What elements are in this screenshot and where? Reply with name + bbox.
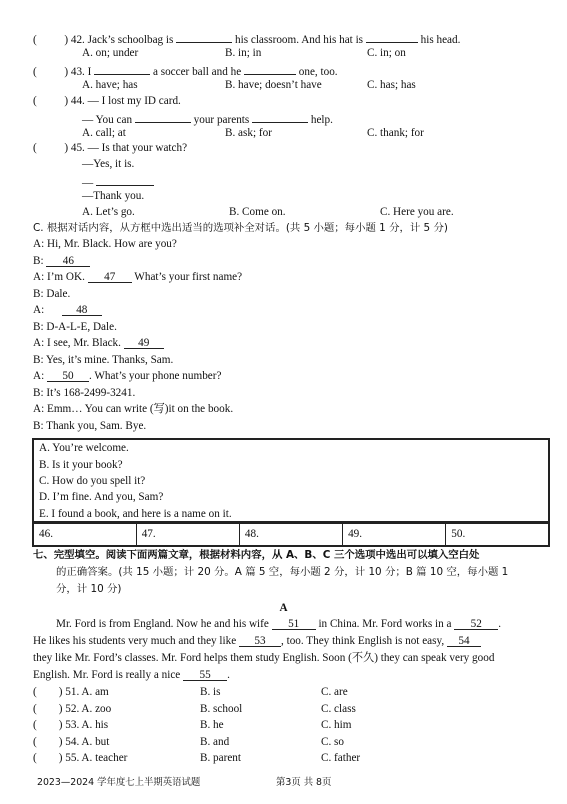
page-number: 第3页 共 8页 bbox=[276, 777, 332, 788]
option-b[interactable]: B. have; doesn’t have bbox=[225, 79, 322, 91]
passage-line: Mr. Ford is from England. Now he and his wife 51 in China. Mr. Ford works in a 52 . bbox=[56, 618, 502, 630]
dialog-text: A: I see, Mr. Black. bbox=[33, 337, 121, 349]
option-c[interactable]: C. are bbox=[321, 686, 348, 698]
question-text: a soccer ball and he bbox=[152, 66, 242, 78]
option-item: E. I found a book, and here is a name on it. bbox=[39, 507, 232, 520]
dialog-line bbox=[33, 271, 242, 284]
question-text: your parents bbox=[193, 114, 250, 126]
option-item: B. Is it your book? bbox=[39, 458, 123, 471]
q45-line bbox=[33, 142, 187, 155]
passage-line: they like Mr. Ford’s classes. Mr. Ford helps them study English. Soon (不久) they can speak very good bbox=[33, 652, 495, 664]
passage-line: English. Mr. Ford is really a nice 55 . bbox=[33, 669, 230, 681]
dialog-line: —Yes, it is. bbox=[82, 158, 135, 170]
dialog-line bbox=[33, 337, 164, 350]
dialog-line: A: Hi, Mr. Black. How are you? bbox=[33, 238, 177, 250]
dialog-line bbox=[33, 255, 90, 268]
dialog-line: A: Emm… You can write (写)it on the book. bbox=[33, 403, 234, 415]
option-a[interactable]: A. Let’s go. bbox=[82, 206, 135, 218]
question-text: — You can bbox=[82, 114, 133, 126]
option-b[interactable]: B. is bbox=[200, 686, 221, 698]
option-b[interactable]: B. in; in bbox=[225, 47, 262, 59]
dialog-line: —Thank you. bbox=[82, 190, 145, 202]
dialog-line: B: Yes, it’s mine. Thanks, Sam. bbox=[33, 354, 174, 366]
passage-text: , too. They think English is not easy, bbox=[281, 635, 445, 647]
blank-50[interactable]: 50 bbox=[47, 370, 89, 382]
options-box bbox=[32, 438, 550, 524]
blank[interactable] bbox=[244, 63, 296, 75]
option-item: A. You’re welcome. bbox=[39, 442, 129, 455]
blank-51[interactable]: 51 bbox=[272, 618, 316, 630]
blank[interactable] bbox=[252, 111, 308, 123]
dialog-line bbox=[82, 174, 154, 190]
section-instructions: 分，计 10 分) bbox=[56, 583, 122, 595]
answer-cell-46[interactable]: 46. bbox=[33, 522, 136, 546]
answer-table bbox=[32, 521, 550, 547]
option-a[interactable]: ) 52. A. zoo bbox=[58, 703, 112, 715]
answer-paren[interactable]: ( bbox=[33, 703, 37, 715]
answer-paren[interactable]: ( bbox=[33, 95, 37, 107]
answer-paren[interactable]: ( bbox=[33, 736, 37, 748]
answer-cell-49[interactable]: 49. bbox=[343, 522, 446, 546]
option-a[interactable]: ) 54. A. but bbox=[58, 736, 110, 748]
option-c[interactable]: C. Here you are. bbox=[380, 206, 454, 218]
answer-paren[interactable]: ( bbox=[33, 34, 37, 46]
option-b[interactable]: B. Come on. bbox=[229, 206, 286, 218]
passage-text: English. Mr. Ford is really a nice bbox=[33, 669, 181, 681]
blank[interactable] bbox=[96, 174, 154, 186]
option-a[interactable]: ) 55. A. teacher bbox=[58, 752, 128, 764]
dialog-line bbox=[33, 304, 102, 317]
blank-54[interactable]: 54 bbox=[447, 635, 481, 647]
answer-paren[interactable]: ( bbox=[33, 142, 37, 154]
answer-cell-48[interactable]: 48. bbox=[239, 522, 342, 546]
section-instructions: 的正确答案。(共 15 小题；计 20 分。A 篇 5 空，每小题 2 分，计 10 分；B 篇 10 空，每小题 1 bbox=[56, 566, 509, 578]
option-a[interactable]: A. have; has bbox=[82, 79, 138, 91]
answer-paren[interactable]: ( bbox=[33, 66, 37, 78]
option-c[interactable]: C. so bbox=[321, 736, 345, 748]
question-text: his head. bbox=[420, 34, 461, 46]
option-c[interactable]: C. in; on bbox=[367, 47, 406, 59]
dash: — bbox=[82, 177, 94, 189]
dialog-text: A: I’m OK. bbox=[33, 271, 85, 283]
answer-paren[interactable]: ( bbox=[33, 752, 37, 764]
passage-text: in China. Mr. Ford works in a bbox=[318, 618, 452, 630]
question-number: ) 45. bbox=[64, 142, 85, 154]
q51-line bbox=[33, 686, 109, 699]
speaker: A: bbox=[33, 304, 45, 316]
dialog-line: B: Thank you, Sam. Bye. bbox=[33, 420, 147, 432]
dialog-text: . What’s your phone number? bbox=[88, 370, 222, 382]
blank-48[interactable]: 48 bbox=[62, 304, 102, 316]
dialog-line: B: D-A-L-E, Dale. bbox=[33, 321, 117, 333]
footer-title: 2023—2024 学年度七上半期英语试题 bbox=[37, 777, 201, 788]
question-text: help. bbox=[310, 114, 333, 126]
option-c[interactable]: C. has; has bbox=[367, 79, 416, 91]
question-number: ) 44. bbox=[64, 95, 85, 107]
option-a[interactable]: ) 51. A. am bbox=[58, 686, 109, 698]
section-title: 七、完型填空。阅读下面两篇文章，根据材料内容，从 A、B、C 三个选项中选出可以填入空白处 bbox=[33, 549, 480, 561]
q55-line bbox=[33, 752, 127, 765]
question-text: Jack’s schoolbag is bbox=[87, 34, 174, 46]
answer-paren[interactable]: ( bbox=[33, 719, 37, 731]
blank[interactable] bbox=[366, 31, 418, 43]
question-text: his classroom. And his hat is bbox=[235, 34, 364, 46]
option-b[interactable]: B. parent bbox=[200, 752, 242, 764]
blank-46[interactable]: 46 bbox=[46, 255, 90, 267]
dialog-text: What’s your first name? bbox=[134, 271, 243, 283]
dialog-line: B: Dale. bbox=[33, 288, 71, 300]
blank[interactable] bbox=[94, 63, 150, 75]
passage-heading: A bbox=[279, 602, 288, 614]
option-item: D. I’m fine. And you, Sam? bbox=[39, 491, 164, 504]
blank-53[interactable]: 53 bbox=[239, 635, 281, 647]
q42-line bbox=[33, 31, 460, 47]
option-a[interactable]: A. call; at bbox=[82, 127, 126, 139]
passage-text: He likes his students very much and they like bbox=[33, 635, 237, 647]
q44-line bbox=[33, 95, 181, 108]
q52-line bbox=[33, 703, 111, 716]
blank[interactable] bbox=[176, 31, 232, 43]
answer-cell-47[interactable]: 47. bbox=[136, 522, 239, 546]
option-c[interactable]: C. him bbox=[321, 719, 352, 731]
option-item: C. How do you spell it? bbox=[39, 474, 146, 487]
blank-49[interactable]: 49 bbox=[124, 337, 164, 349]
question-number: ) 42. bbox=[64, 34, 85, 46]
question-text: one, too. bbox=[298, 66, 338, 78]
section-title: C. 根据对话内容，从方框中选出适当的选项补全对话。(共 5 小题；每小题 1 分，计 5 分) bbox=[33, 222, 448, 234]
q44-line2 bbox=[82, 111, 333, 127]
option-c[interactable]: C. thank; for bbox=[367, 127, 424, 139]
passage-line bbox=[33, 635, 481, 648]
q54-line bbox=[33, 736, 109, 749]
option-b[interactable]: B. ask; for bbox=[225, 127, 272, 139]
option-c[interactable]: C. class bbox=[321, 703, 356, 715]
dialog-line: B: It’s 168-2499-3241. bbox=[33, 387, 136, 399]
option-a[interactable]: A. on; under bbox=[82, 47, 139, 59]
blank-47[interactable]: 47 bbox=[88, 271, 132, 283]
answer-cell-50[interactable]: 50. bbox=[446, 522, 549, 546]
speaker: A: bbox=[33, 370, 45, 382]
answer-paren[interactable]: ( bbox=[33, 686, 37, 698]
q53-line bbox=[33, 719, 108, 732]
dialog-line bbox=[33, 370, 221, 383]
blank-52[interactable]: 52 bbox=[454, 618, 498, 630]
option-c[interactable]: C. father bbox=[321, 752, 361, 764]
question-text: — I lost my ID card. bbox=[87, 95, 181, 107]
question-number: ) 43. I bbox=[64, 66, 92, 78]
speaker: B: bbox=[33, 255, 44, 267]
q43-line bbox=[33, 63, 338, 79]
option-b[interactable]: B. school bbox=[200, 703, 243, 715]
blank[interactable] bbox=[135, 111, 191, 123]
option-a[interactable]: ) 53. A. his bbox=[58, 719, 109, 731]
option-b[interactable]: B. and bbox=[200, 736, 230, 748]
passage-text: Mr. Ford is from England. Now he and his wife bbox=[56, 618, 269, 630]
blank-55[interactable]: 55 bbox=[183, 669, 227, 681]
question-text: — Is that your watch? bbox=[87, 142, 188, 154]
option-b[interactable]: B. he bbox=[200, 719, 224, 731]
